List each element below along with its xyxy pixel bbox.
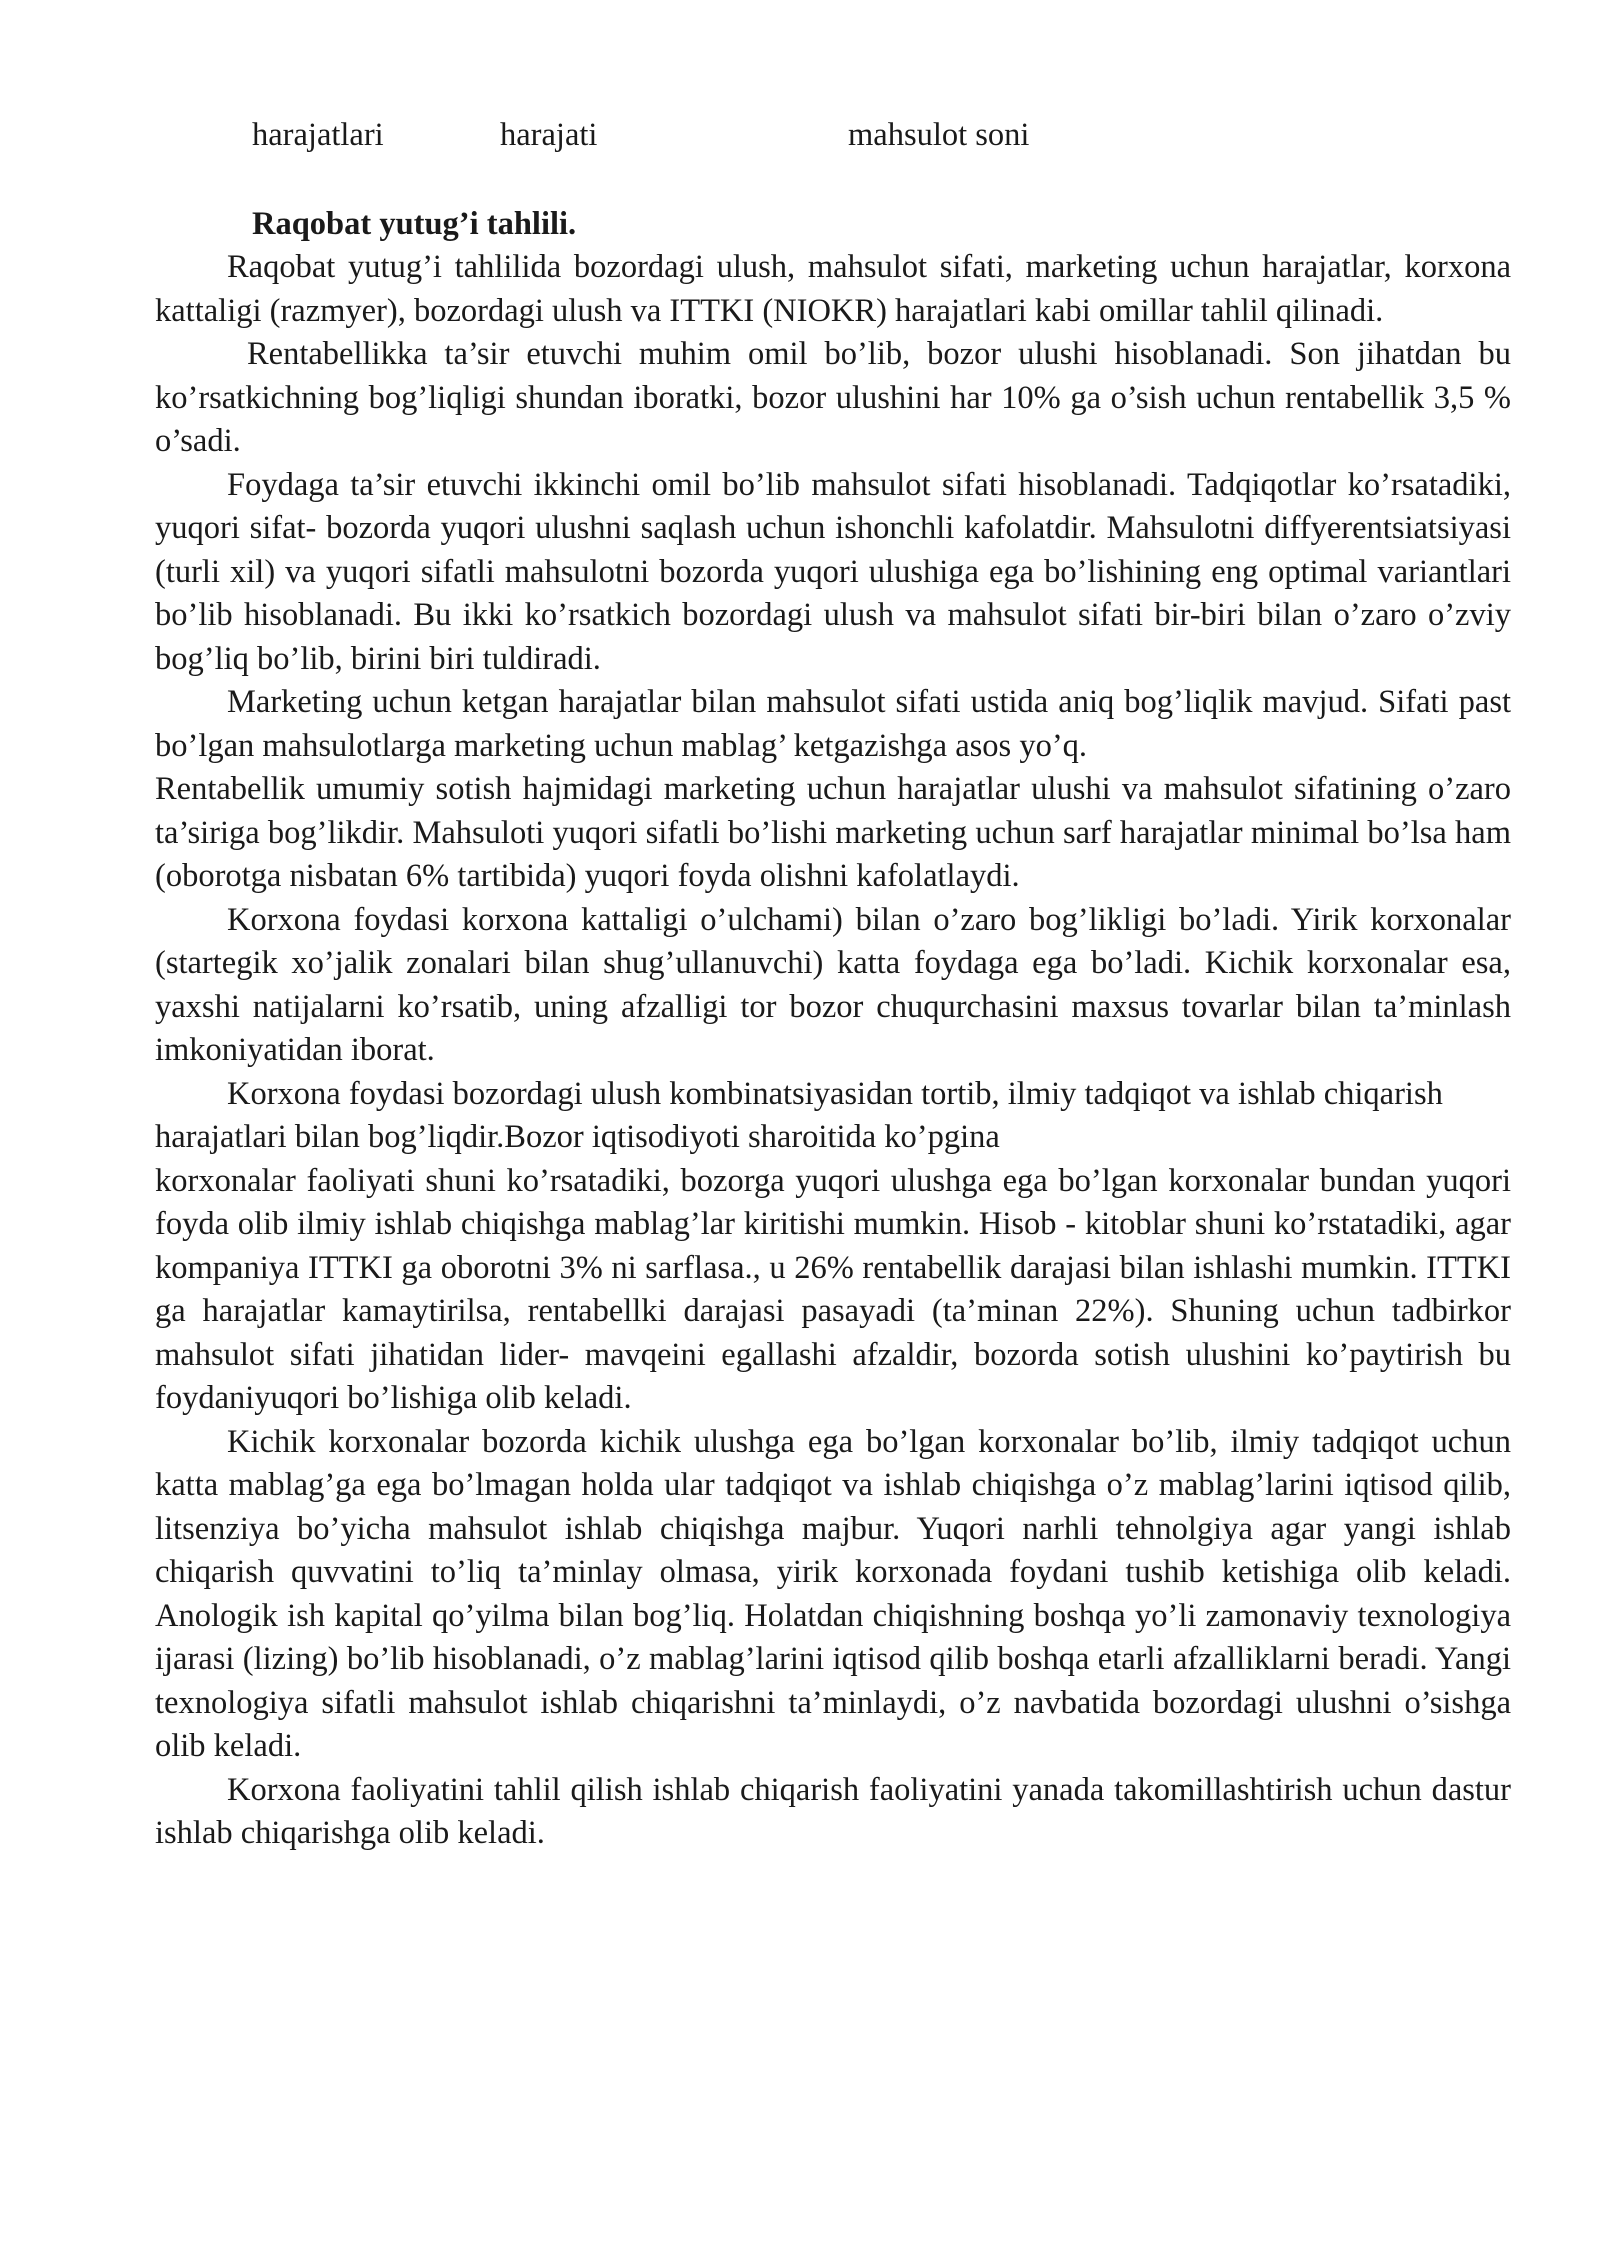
header-cell-expense: harajati bbox=[500, 117, 598, 153]
paragraph: Foydaga ta’sir etuvchi ikkinchi omil bo’lib mahsulot sifati hisoblanadi. Tadqiqotlar ko’rsatadiki, yuqori sifat- bozorda yuqori ulushni saqlash uchun ishonchli kafolatdir. Mahsulotni diffyerentsiatsiyasi (turli xil) va yuqori sifatli mahsulotni bozorda yuqori ulushiga ega bo’lishining eng optimal variantlari bo’lib hisoblanadi. Bu ikki ko’rsatkich bozordagi ulush va mahsulot sifati bir-biri bilan o’zaro o’zviy bog’liq bo’lib, birini biri tuldiradi. bbox=[155, 466, 1511, 677]
paragraph: Raqobat yutug’i tahlilida bozordagi ulush, mahsulot sifati, marketing uchun harajatlar, korxona kattaligi (razmyer), bozordagi ulush va ITTKI (NIOKR) harajatlari kabi omillar tahlil qilinadi. bbox=[155, 249, 1511, 329]
paragraph: Marketing uchun ketgan harajatlar bilan mahsulot sifati ustida aniq bog’liqlik mavjud. Sifati past bo’lgan mahsulotlarga marketing uchun mablag’ ketgazishga asos yo’q. bbox=[155, 684, 1511, 764]
section-title: Raqobat yutug’i tahlili. bbox=[252, 206, 577, 242]
table-header-fragment bbox=[0, 114, 1600, 158]
paragraph: Rentabellikka ta’sir etuvchi muhim omil bo’lib, bozor ulushi hisoblanadi. Son jihatdan bu ko’rsatkichning bog’liqligi shundan iboratki, bozor ulushini har 10% ga o’sish uchun rentabellik 3,5 % o’sadi. bbox=[155, 336, 1511, 459]
paragraph: Kichik korxonalar bozorda kichik ulushga ega bo’lgan korxonalar bo’lib, ilmiy tadqiqot uchun katta mablag’ga ega bo’lmagan holda ular tadqiqot va ishlab chiqishga o’z mablag’larini iqtisod qilib, litsenziya bo’yicha mahsulot ishlab chiqishga majbur. Yuqori narhli tehnolgiya agar yangi ishlab chiqarish quvvatini to’liq ta’minlay olmasa, yirik korxonada foydani tushib ketishiga olib keladi. Anologik ish kapital qo’yilma bilan bog’liq. Holatdan chiqishning boshqa yo’li zamonaviy texnologiya ijarasi (lizing) bo’lib hisoblanadi, o’z mablag’larini iqtisod qilib boshqa etarli afzalliklarni beradi. Yangi texnologiya sifatli mahsulot ishlab chiqarishni ta’minlaydi, o’z navbatida bozordagi ulushni o’sishga olib keladi. bbox=[155, 1423, 1511, 1764]
paragraph: Korxona faoliyatini tahlil qilish ishlab chiqarish faoliyatini yanada takomillashtirish uchun dastur ishlab chiqarishga olib keladi. bbox=[155, 1771, 1511, 1851]
header-cell-expenses: harajatlari bbox=[252, 117, 384, 153]
header-cell-product-count: mahsulot soni bbox=[848, 117, 1030, 153]
paragraph: Rentabellik umumiy sotish hajmidagi marketing uchun harajatlar ulushi va mahsulot sifatining o’zaro ta’siriga bog’likdir. Mahsuloti yuqori sifatli bo’lishi marketing uchun sarf harajatlar minimal bo’lsa ham (oborotga nisbatan 6% tartibida) yuqori foyda olishni kafolatlaydi. bbox=[155, 771, 1511, 894]
paragraph: Korxona foydasi bozordagi ulush kombinatsiyasidan tortib, ilmiy tadqiqot va ishlab chiqarish harajatlari bilan bog’liqdir.Bozor iqtisodiyoti sharoitida ko’pgina bbox=[155, 1075, 1443, 1155]
paragraph: Korxona foydasi korxona kattaligi o’ulchami) bilan o’zaro bog’likligi bo’ladi. Yirik korxonalar (startegik xo’jalik zonalari bilan shug’ullanuvchi) katta foydaga ega bo’ladi. Kichik korxonalar esa, yaxshi natijalarni ko’rsatib, uning afzalligi tor bozor chuqurchasini maxsus tovarlar bilan ta’minlash imkoniyatidan iborat. bbox=[155, 901, 1511, 1068]
body-text bbox=[155, 246, 1511, 1856]
paragraph: korxonalar faoliyati shuni ko’rsatadiki, bozorga yuqori ulushga ega bo’lgan korxonalar bundan yuqori foyda olib ilmiy ishlab chiqishga mablag’lar kiritishi mumkin. Hisob - kitoblar shuni ko’rstatadiki, agar kompaniya ITTKI ga oborotni 3% ni sarflasa., u 26% rentabellik darajasi bilan ishlashi mumkin. ITTKI ga harajatlar kamaytirilsa, rentabellki darajasi pasayadi (ta’minan 22%). Shuning uchun tadbirkor mahsulot sifati jihatidan lider- mavqeini egallashi afzaldir, bozorda sotish ulushini ko’paytirish bu foydaniyuqori bo’lishiga olib keladi. bbox=[155, 1162, 1511, 1416]
